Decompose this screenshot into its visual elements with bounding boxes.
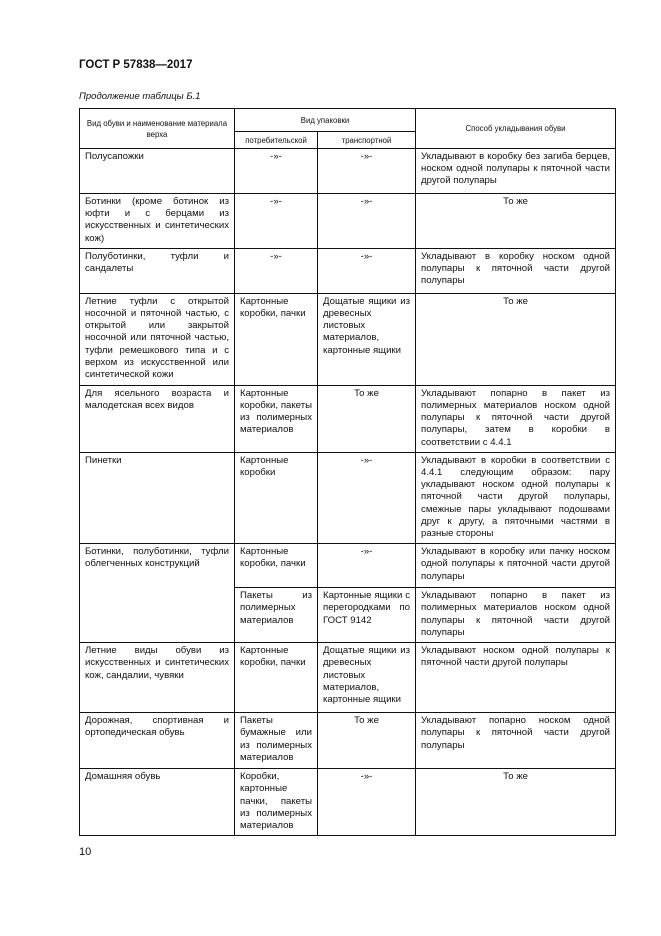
- footwear-name: Полуботинки, туфли и сандалеты: [80, 248, 235, 293]
- consumer-packaging: Пакеты бумажные или из полимерных материалов: [235, 713, 318, 769]
- packing-method: Укладывают в коробку без загиба берцев, носком одной полупары к пяточной части другой полупары: [416, 149, 616, 194]
- transport-packaging: -»-: [318, 149, 416, 194]
- transport-packaging: Картонные ящики с перегородками по ГОСТ 9142: [318, 588, 416, 643]
- consumer-packaging: Картонные коробки, пачки: [235, 544, 318, 588]
- consumer-packaging: Пакеты из полимерных материалов: [235, 588, 318, 643]
- packing-method: Укладывают в коробки в соответствии с 4.4.1 следующим образом: пару укладывают носком одной полупары к пяточной части другой полупары, смежные пары укладывают подошвами друг к другу, а пяточными частями в разные стороны: [416, 452, 616, 543]
- packing-method: Укладывают попарно носком одной полупары к пяточной части другой полупары: [416, 713, 616, 769]
- table-row: [80, 452, 616, 543]
- packing-method: Укладывают в коробку или пачку носком одной полупары к пяточной части другой полупары: [416, 544, 616, 588]
- packing-method: Укладывают носком одной полупары к пяточной части другой полупары: [416, 643, 616, 713]
- consumer-packaging: -»-: [235, 149, 318, 194]
- header-footwear-type: Вид обуви и наименование материала верха: [80, 109, 235, 149]
- packing-method: То же: [416, 293, 616, 385]
- transport-packaging: То же: [318, 385, 416, 452]
- table-row: [80, 293, 616, 385]
- transport-packaging: -»-: [318, 544, 416, 588]
- consumer-packaging: Коробки, картонные пачки, пакеты из полимерных материалов: [235, 769, 318, 836]
- header-packaging-type: Вид упаковки: [235, 109, 416, 132]
- document-header: ГОСТ Р 57838—2017: [79, 59, 193, 71]
- footwear-name: Ботинки, полуботинки, туфли облегченных конструкций: [80, 544, 235, 643]
- table-row: [80, 769, 616, 836]
- consumer-packaging: Картонные коробки, пакеты из полимерных материалов: [235, 385, 318, 452]
- table-row: [80, 194, 616, 249]
- footwear-name: Пинетки: [80, 452, 235, 543]
- packing-method: То же: [416, 769, 616, 836]
- footwear-name: Дорожная, спортивная и ортопедическая обувь: [80, 713, 235, 769]
- footwear-name: Летние виды обуви из искусственных и синтетических кож, сандалии, чувяки: [80, 643, 235, 713]
- footwear-name: Домашняя обувь: [80, 769, 235, 836]
- transport-packaging: -»-: [318, 452, 416, 543]
- header-consumer: потребительской: [235, 132, 318, 149]
- footwear-name: Ботинки (кроме ботинок из юфти и с берцами из искусственных и синтетических кож): [80, 194, 235, 249]
- consumer-packaging: Картонные коробки, пачки: [235, 293, 318, 385]
- header-packing-method: Способ укладывания обуви: [416, 109, 616, 149]
- consumer-packaging: Картонные коробки: [235, 452, 318, 543]
- table-row: [80, 544, 616, 588]
- page-number: 10: [79, 846, 92, 858]
- transport-packaging: То же: [318, 713, 416, 769]
- footwear-name: Для ясельного возраста и малодетская всех видов: [80, 385, 235, 452]
- packing-method: Укладывают попарно в пакет из полимерных материалов носком одной полупары к пяточной части другой полупары: [416, 588, 616, 643]
- packing-method: Укладывают попарно в пакет из полимерных материалов носком одной полупары к пяточной части другой полупары, затем в коробки в соответствии с 4.4.1: [416, 385, 616, 452]
- packing-method: То же: [416, 194, 616, 249]
- transport-packaging: Дощатые ящики из древесных листовых материалов, картонные ящики: [318, 643, 416, 713]
- footwear-name: Летние туфли с открытой носочной и пяточной частью, с открытой или закрытой носочной или пяточной частью, туфли ремешкового типа и с верхом из искусственной или синтетической кожи: [80, 293, 235, 385]
- table-row: [80, 385, 616, 452]
- consumer-packaging: Картонные коробки, пачки: [235, 643, 318, 713]
- transport-packaging: -»-: [318, 248, 416, 293]
- packing-method: Укладывают в коробку носком одной полупары к пяточной части другой полупары: [416, 248, 616, 293]
- header-transport: транспортной: [318, 132, 416, 149]
- consumer-packaging: -»-: [235, 194, 318, 249]
- transport-packaging: -»-: [318, 194, 416, 249]
- packaging-table: [79, 108, 616, 836]
- footwear-name: Полусапожки: [80, 149, 235, 194]
- table-row: [80, 643, 616, 713]
- table-row: [80, 713, 616, 769]
- transport-packaging: -»-: [318, 769, 416, 836]
- table-row: [80, 149, 616, 194]
- table-row: [80, 248, 616, 293]
- table-caption: Продолжение таблицы Б.1: [79, 91, 201, 102]
- consumer-packaging: -»-: [235, 248, 318, 293]
- transport-packaging: Дощатые ящики из древесных листовых материалов, картонные ящики: [318, 293, 416, 385]
